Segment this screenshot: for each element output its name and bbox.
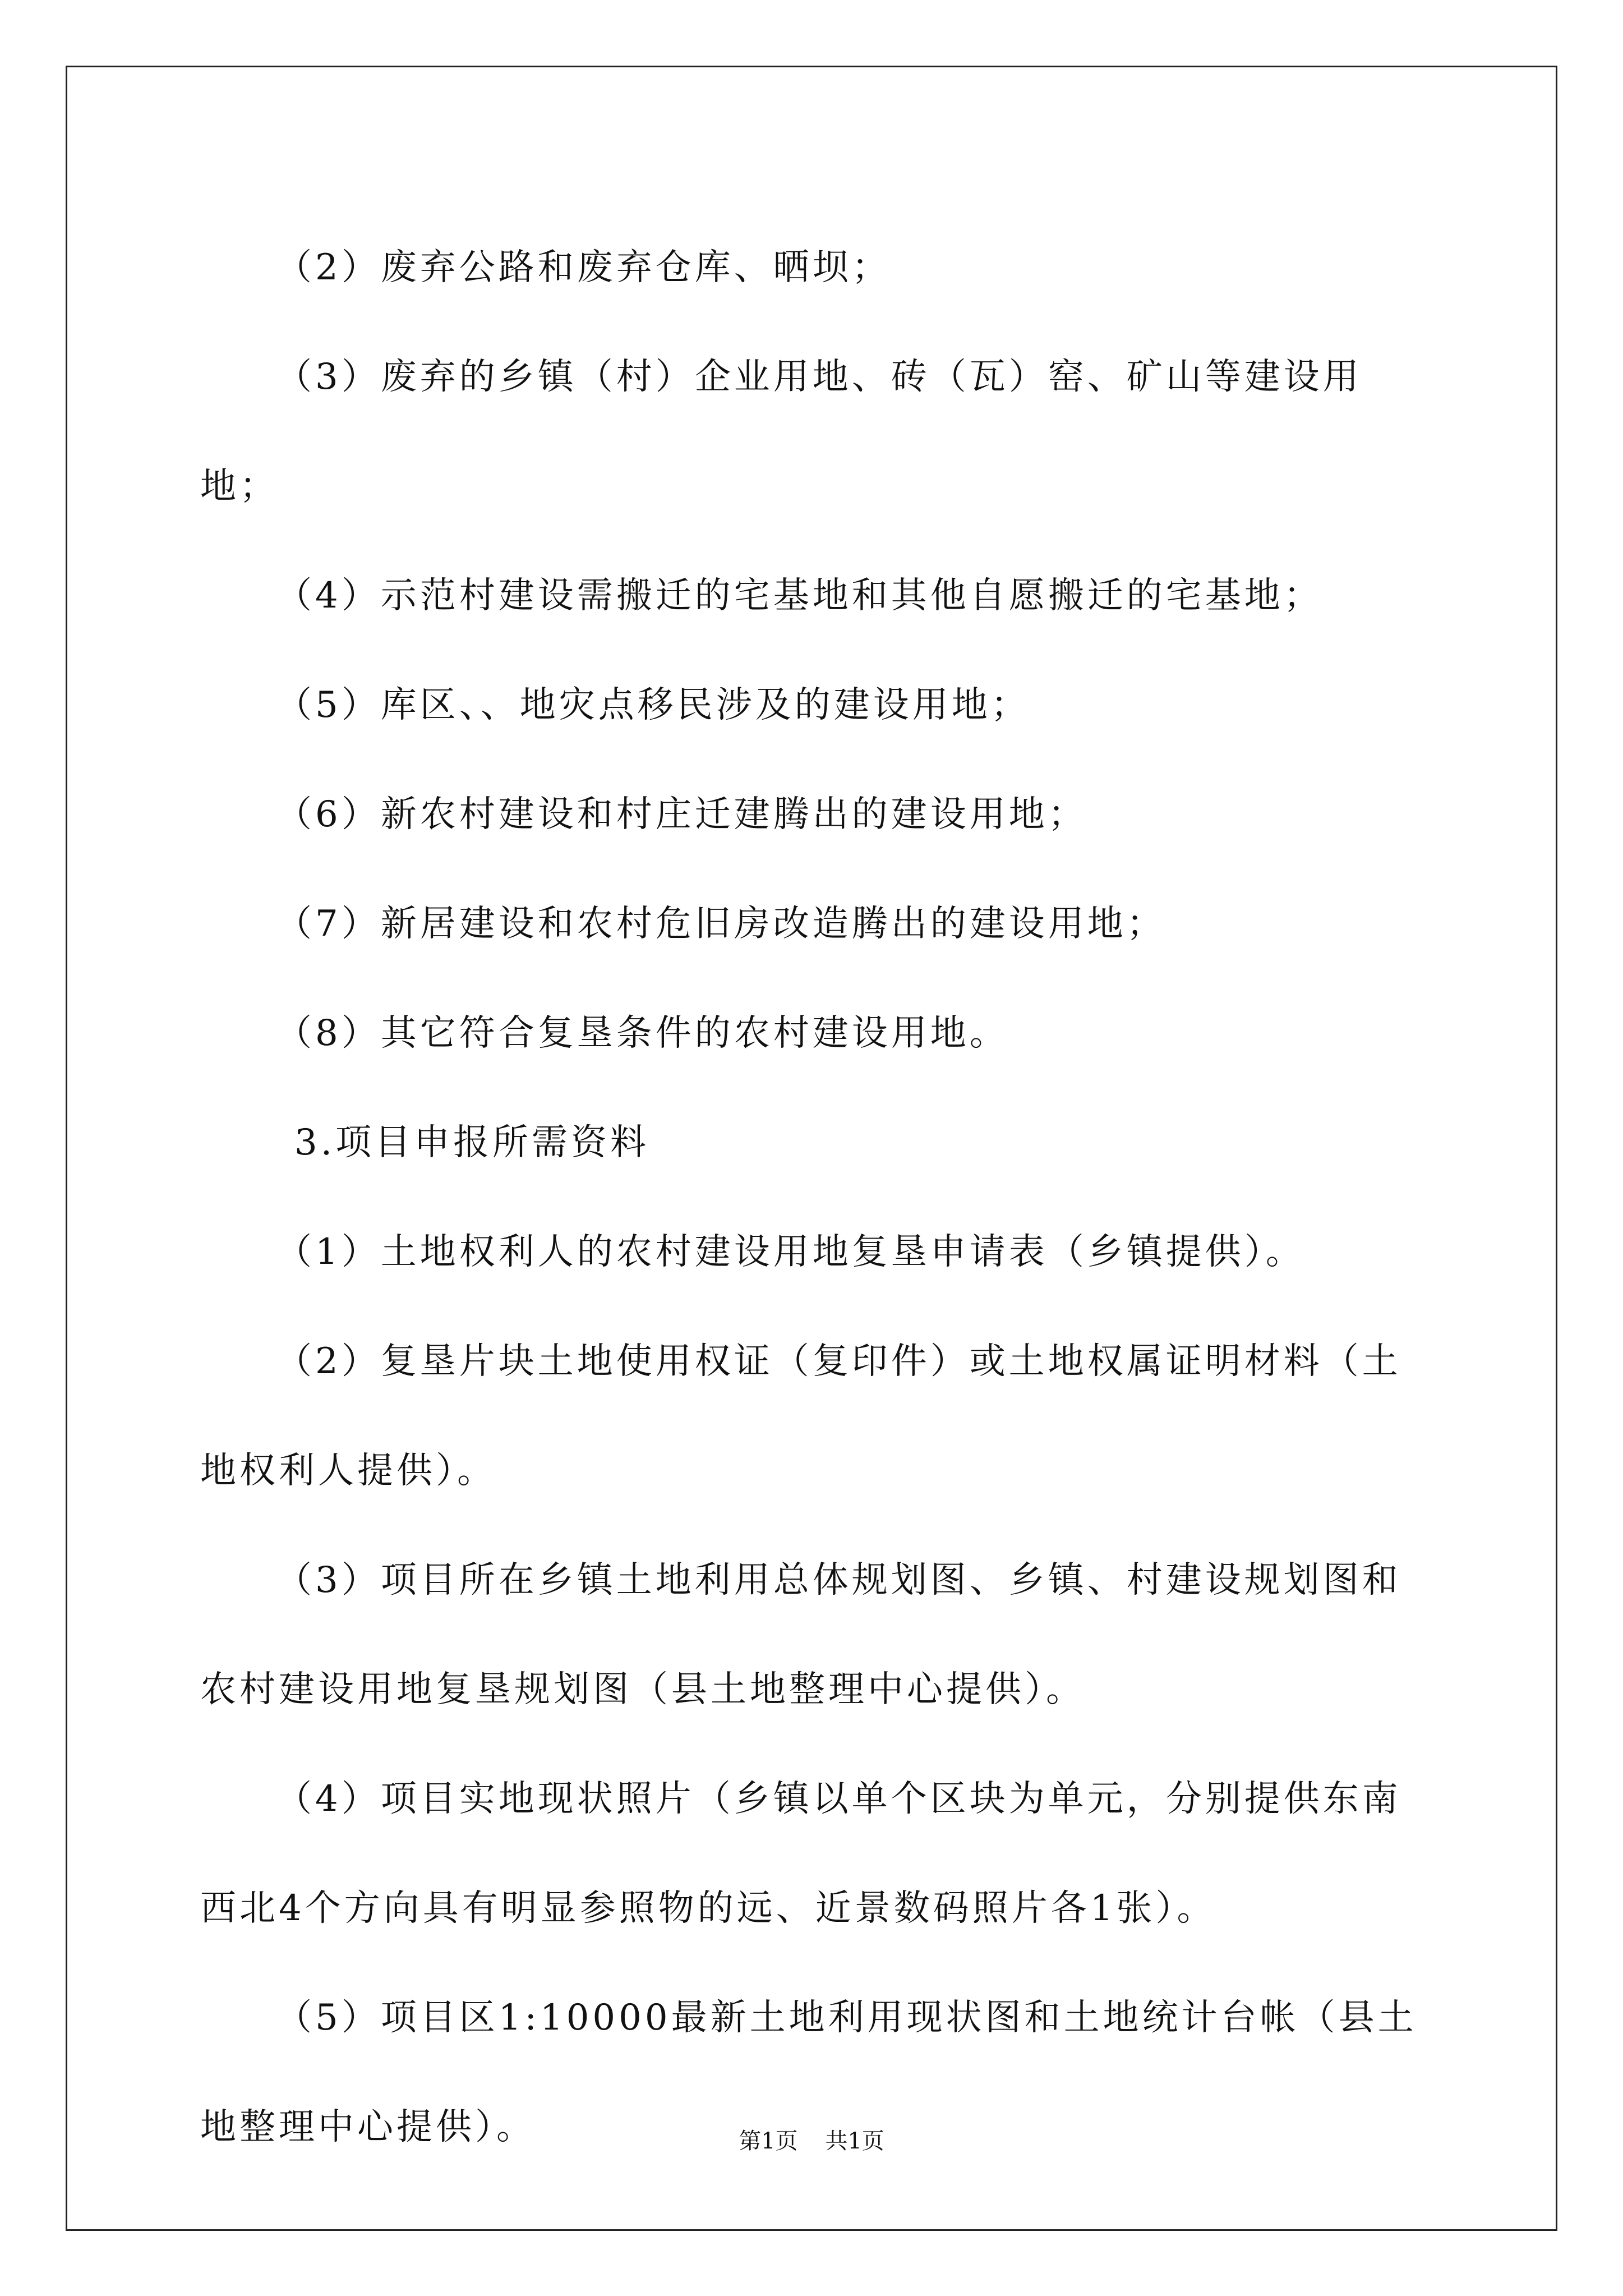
paragraph-item-5: （5）库区、、地灾点移民涉及的建设用地； bbox=[276, 684, 1030, 726]
material-item-1: （1）土地权利人的农村建设用地复垦申请表（乡镇提供）。 bbox=[276, 1231, 1305, 1273]
page-number-total: 共1页 bbox=[825, 2128, 884, 2154]
document-body bbox=[200, 213, 1440, 2182]
paragraph-item-8: （8）其它符合复垦条件的农村建设用地。 bbox=[276, 1013, 1009, 1054]
paragraph-item-4: （4）示范村建设需搬迁的宅基地和其他自愿搬迁的宅基地； bbox=[276, 575, 1323, 616]
material-item-4: （4）项目实地现状照片（乡镇以单个区块为单元，分别提供东南西北4个方向具有明显参照物的远、近景数码照片各1张）。 bbox=[200, 1778, 1401, 1929]
paragraph-item-6: （6）新农村建设和村庄迁建腾出的建设用地； bbox=[276, 794, 1087, 835]
section-heading: 3.项目申报所需资料 bbox=[294, 1122, 650, 1163]
paragraph-item-3: （3）废弃的乡镇（村）企业用地、砖（瓦）窑、矿山等建设用地； bbox=[200, 356, 1362, 507]
material-item-3: （3）项目所在乡镇土地利用总体规划图、乡镇、村建设规划图和农村建设用地复垦规划图（县土地整理中心提供）。 bbox=[200, 1559, 1401, 1710]
page-number-current: 第1页 bbox=[739, 2128, 798, 2154]
paragraph-item-7: （7）新居建设和农村危旧房改造腾出的建设用地； bbox=[276, 903, 1166, 945]
material-item-5: （5）项目区1:10000最新土地利用现状图和土地统计台帐（县土地整理中心提供）。 bbox=[200, 1997, 1417, 2148]
page-footer bbox=[0, 2123, 1623, 2155]
paragraph-item-2: （2）废弃公路和废弃仓库、晒坝； bbox=[276, 247, 891, 288]
material-item-2: （2）复垦片块土地使用权证（复印件）或土地权属证明材料（土地权利人提供）。 bbox=[200, 1341, 1401, 1492]
